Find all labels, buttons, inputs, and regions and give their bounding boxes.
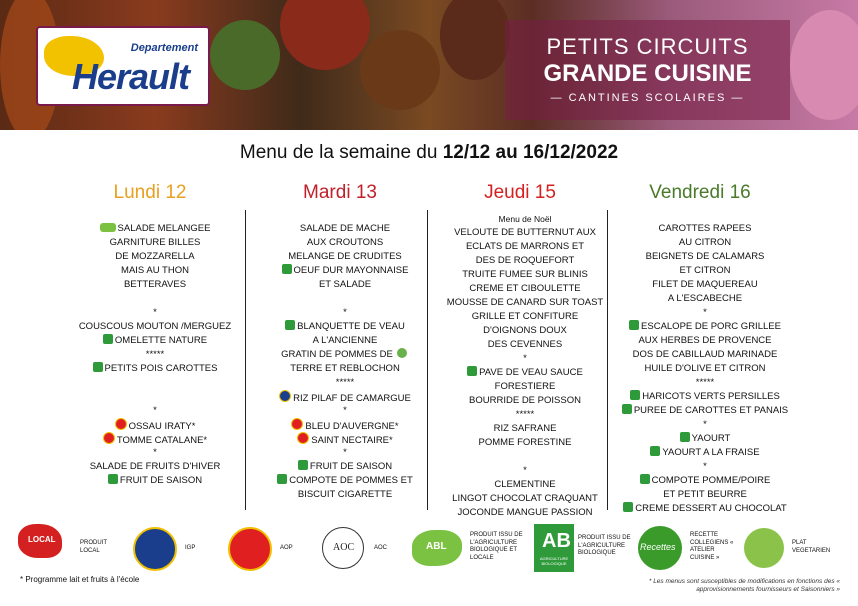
menu-line bbox=[240, 404, 450, 418]
recettes-badge-text: Recettes bbox=[640, 542, 676, 552]
ab-label-icon bbox=[623, 502, 633, 512]
menu-line-text: DES DE ROQUEFORT bbox=[475, 255, 575, 266]
menu-line bbox=[50, 418, 260, 432]
vegetable-decoration bbox=[210, 20, 280, 90]
vegetarian-icon bbox=[397, 348, 407, 358]
menu-line bbox=[420, 226, 630, 240]
menu-line bbox=[240, 488, 450, 502]
legend-vegetarian: PLAT VEGETARIEN bbox=[792, 540, 831, 554]
menu-line-text: COMPOTE POMME/POIRE bbox=[651, 475, 771, 486]
igp-label-icon bbox=[279, 390, 291, 402]
menu-line-text: CREME ET CIBOULETTE bbox=[469, 283, 581, 294]
menu-line-text: * bbox=[703, 419, 707, 430]
menu-line bbox=[600, 306, 810, 320]
abl-badge-text: ABL bbox=[426, 541, 447, 552]
menu-line bbox=[240, 278, 450, 292]
menu-line bbox=[600, 418, 810, 432]
menu-line-text: SALADE DE FRUITS D'HIVER bbox=[89, 461, 221, 472]
menu-line-text: FORESTIERE bbox=[494, 381, 556, 392]
menu-line bbox=[420, 324, 630, 338]
menu-line bbox=[50, 278, 260, 292]
day-menu bbox=[50, 222, 260, 488]
menu-line-text: ***** bbox=[695, 377, 715, 388]
vegetable-decoration bbox=[440, 0, 510, 80]
footer-note-changes: * Les menus sont susceptibles de modifications en fonctions des « approvisionnements fournisseurs et Saisonniers » bbox=[648, 578, 840, 593]
menu-line bbox=[50, 446, 260, 460]
menu-line-text: ET PETIT BEURRE bbox=[663, 489, 747, 500]
menu-line-text: * bbox=[153, 447, 157, 458]
menu-line bbox=[600, 236, 810, 250]
menu-line-text: OSSAU IRATY* bbox=[128, 421, 196, 432]
menu-line-text: FILET DE MAQUEREAU bbox=[652, 279, 758, 290]
ab-icon bbox=[534, 524, 574, 572]
aop-label-icon bbox=[115, 418, 127, 430]
title-box bbox=[505, 20, 790, 120]
menu-line-text: * bbox=[343, 447, 347, 458]
menu-line-text: RIZ PILAF DE CAMARGUE bbox=[293, 393, 411, 404]
menu-line bbox=[50, 236, 260, 250]
menu-line-text: AUX HERBES DE PROVENCE bbox=[638, 335, 772, 346]
menu-line bbox=[420, 268, 630, 282]
menu-line-text: MELANGE DE CRUDITES bbox=[288, 251, 402, 262]
ab-label-icon bbox=[108, 474, 118, 484]
menu-line-text: A L'ANCIENNE bbox=[312, 335, 378, 346]
menu-line bbox=[420, 436, 630, 450]
menu-line bbox=[240, 390, 450, 404]
menu-line bbox=[420, 338, 630, 352]
menu-line-text: * bbox=[343, 405, 347, 416]
menu-line bbox=[240, 362, 450, 376]
menu-line bbox=[600, 446, 810, 460]
menu-line-text: SALADE DE MACHE bbox=[299, 223, 391, 234]
menu-line-text: OMELETTE NATURE bbox=[114, 335, 208, 346]
menu-line-text: OEUF DUR MAYONNAISE bbox=[293, 265, 409, 276]
menu-line bbox=[600, 390, 810, 404]
menu-line bbox=[50, 264, 260, 278]
menu-line bbox=[600, 222, 810, 236]
local-icon bbox=[18, 524, 62, 558]
logo-top-text: Departement bbox=[130, 42, 198, 54]
menu-line-text: * bbox=[703, 461, 707, 472]
menu-line-text: AUX CROUTONS bbox=[306, 237, 384, 248]
menu-line-text: BISCUIT CIGARETTE bbox=[297, 489, 393, 500]
menu-line-text: PETITS POIS CAROTTES bbox=[104, 363, 218, 374]
recettes-icon bbox=[638, 526, 682, 570]
legend-aoc: AOC bbox=[374, 545, 388, 551]
menu-line bbox=[240, 446, 450, 460]
legend-igp: IGP bbox=[185, 545, 196, 551]
legend-recettes: RECETTE COLLEGIENS « ATELIER CUISINE » bbox=[690, 532, 734, 561]
menu-line-text: YAOURT A LA FRAISE bbox=[662, 447, 760, 458]
menu-line-text: BETTERAVES bbox=[123, 279, 187, 290]
aop-label-icon bbox=[291, 418, 303, 430]
menu-line bbox=[600, 376, 810, 390]
menu-line bbox=[600, 404, 810, 418]
menu-line-text: YAOURT bbox=[691, 433, 731, 444]
ab-label-icon bbox=[622, 404, 632, 414]
menu-line bbox=[600, 502, 810, 516]
menu-line bbox=[50, 404, 260, 418]
menu-line-text: COUSCOUS MOUTON /MERGUEZ bbox=[78, 321, 232, 332]
menu-line-text: * bbox=[153, 307, 157, 318]
title-line-2: GRANDE CUISINE bbox=[543, 60, 752, 87]
menu-line-text: TOMME CATALANE* bbox=[116, 435, 208, 446]
vegetable-decoration bbox=[280, 0, 370, 70]
menu-line-text: GARNITURE BILLES bbox=[109, 237, 201, 248]
menu-line bbox=[240, 474, 450, 488]
local-badge-text: LOCAL bbox=[28, 535, 56, 544]
menu-line-text: JOCONDE MANGUE PASSION bbox=[457, 507, 593, 518]
menu-line bbox=[420, 478, 630, 492]
menu-line-text: HUILE D'OLIVE ET CITRON bbox=[644, 363, 766, 374]
menu-line-text: ET SALADE bbox=[318, 279, 372, 290]
menu-line bbox=[420, 240, 630, 254]
menu-line-text: ESCALOPE DE PORC GRILLEE bbox=[641, 321, 781, 332]
menu-line-text: DES CEVENNES bbox=[487, 339, 563, 350]
menu-line bbox=[600, 278, 810, 292]
abl-label-icon bbox=[100, 223, 116, 232]
menu-line-text: BLEU D'AUVERGNE* bbox=[305, 421, 399, 432]
herault-logo bbox=[36, 26, 210, 106]
menu-line bbox=[50, 306, 260, 320]
ab-label-icon bbox=[629, 320, 639, 330]
menu-line-text: * bbox=[523, 465, 527, 476]
menu-line bbox=[50, 432, 260, 446]
menu-line-text: VELOUTE DE BUTTERNUT AUX bbox=[454, 227, 596, 238]
week-title bbox=[0, 142, 858, 164]
menu-line bbox=[50, 292, 260, 306]
menu-line bbox=[420, 394, 630, 408]
legend-abl: PRODUIT ISSU DE L'AGRICULTURE BIOLOGIQUE ET LOCALE bbox=[470, 532, 523, 561]
ab-label-icon bbox=[103, 334, 113, 344]
menu-line bbox=[420, 450, 630, 464]
day-menu bbox=[420, 212, 630, 520]
vegetarian-icon bbox=[744, 528, 784, 568]
menu-line-text: BOURRIDE DE POISSON bbox=[469, 395, 581, 406]
day-heading: Vendredi 16 bbox=[649, 182, 751, 203]
menu-line-text: FRUIT DE SAISON bbox=[119, 475, 203, 486]
menu-line-text: MAIS AU THON bbox=[121, 265, 189, 276]
menu-line bbox=[600, 292, 810, 306]
menu-line bbox=[240, 236, 450, 250]
menu-line bbox=[50, 460, 260, 474]
ab-label-icon bbox=[680, 432, 690, 442]
menu-line-text: SALADE MELANGEE bbox=[117, 223, 211, 234]
header-banner bbox=[0, 0, 858, 130]
menu-line bbox=[240, 334, 450, 348]
logo-main-text: Herault bbox=[72, 56, 190, 97]
menu-line-text: GRATIN DE POMMES DE bbox=[281, 349, 393, 360]
menu-line-text: FRUIT DE SAISON bbox=[309, 461, 393, 472]
menu-line-text: CAROTTES RAPEES bbox=[658, 223, 752, 234]
menu-line-text: DE MOZZARELLA bbox=[115, 251, 195, 262]
week-prefix: Menu de la semaine du bbox=[239, 142, 443, 163]
menu-line-text: HARICOTS VERTS PERSILLES bbox=[642, 391, 780, 402]
aop-label-icon bbox=[297, 432, 309, 444]
title-line-3: — CANTINES SCOLAIRES — bbox=[550, 92, 745, 104]
menu-line bbox=[420, 492, 630, 506]
menu-line bbox=[420, 310, 630, 324]
menu-line bbox=[240, 320, 450, 334]
week-range: 12/12 au 16/12/2022 bbox=[442, 142, 619, 163]
menu-line bbox=[50, 348, 260, 362]
ab-badge-subtext: AGRICULTURE BIOLOGIQUE bbox=[539, 556, 569, 566]
menu-line-text: * bbox=[153, 405, 157, 416]
menu-line bbox=[600, 250, 810, 264]
aop-label-icon bbox=[103, 432, 115, 444]
menu-line-text: ET CITRON bbox=[679, 265, 731, 276]
menu-line bbox=[420, 380, 630, 394]
aop-icon bbox=[228, 527, 272, 571]
menu-line bbox=[420, 506, 630, 520]
menu-line bbox=[420, 212, 630, 226]
vegetable-decoration bbox=[790, 10, 858, 120]
menu-line-text: Menu de Noël bbox=[498, 214, 552, 224]
ab-label-icon bbox=[298, 460, 308, 470]
footer-note-milk: * Programme lait et fruits à l'école bbox=[20, 575, 140, 584]
ab-label-icon bbox=[277, 474, 287, 484]
day-menu bbox=[240, 222, 450, 502]
day-heading: Mardi 13 bbox=[303, 182, 377, 203]
menu-line bbox=[50, 474, 260, 488]
menu-line-text: DOS DE CABILLAUD MARINADE bbox=[632, 349, 778, 360]
menu-line bbox=[240, 292, 450, 306]
legend-ab: PRODUIT ISSU DE L'AGRICULTURE BIOLOGIQUE bbox=[578, 535, 631, 556]
menu-line-text: BLANQUETTE DE VEAU bbox=[297, 321, 405, 332]
menu-line-text: TRUITE FUMEE SUR BLINIS bbox=[462, 269, 588, 280]
legend-aop: AOP bbox=[280, 545, 293, 551]
title-line-1: PETITS CIRCUITS bbox=[546, 34, 749, 59]
menu-line bbox=[240, 306, 450, 320]
menu-line bbox=[240, 222, 450, 236]
menu-line-text: COMPOTE DE POMMES ET bbox=[289, 475, 413, 486]
menu-line bbox=[600, 488, 810, 502]
menu-line-text: ***** bbox=[515, 409, 535, 420]
menu-line bbox=[50, 390, 260, 404]
menu-line bbox=[600, 432, 810, 446]
menu-line bbox=[240, 460, 450, 474]
menu-line-text: MOUSSE DE CANARD SUR TOAST bbox=[446, 297, 604, 308]
menu-line bbox=[600, 474, 810, 488]
menu-line bbox=[600, 334, 810, 348]
menu-line-text: * bbox=[343, 307, 347, 318]
menu-line-text: A L'ESCABECHE bbox=[667, 293, 743, 304]
menu-line-text: CREME DESSERT AU CHOCOLAT bbox=[635, 503, 787, 514]
menu-line bbox=[420, 464, 630, 478]
menu-line bbox=[240, 376, 450, 390]
ab-label-icon bbox=[282, 264, 292, 274]
menu-line-text: POMME FORESTINE bbox=[478, 437, 572, 448]
menu-line bbox=[240, 250, 450, 264]
menu-line bbox=[50, 222, 260, 236]
menu-line bbox=[600, 264, 810, 278]
menu-line bbox=[50, 250, 260, 264]
aoc-icon bbox=[322, 527, 364, 569]
menu-line-text: SAINT NECTAIRE* bbox=[311, 435, 393, 446]
menu-line bbox=[420, 282, 630, 296]
day-heading: Jeudi 15 bbox=[484, 182, 556, 203]
menu-line-text: * bbox=[523, 353, 527, 364]
menu-line bbox=[420, 352, 630, 366]
menu-line bbox=[50, 320, 260, 334]
menu-line bbox=[600, 460, 810, 474]
menu-line bbox=[240, 432, 450, 446]
ab-label-icon bbox=[640, 474, 650, 484]
menu-line bbox=[50, 334, 260, 348]
menu-line bbox=[420, 408, 630, 422]
menu-line-text: AU CITRON bbox=[678, 237, 732, 248]
menu-line bbox=[240, 348, 450, 362]
ab-badge-text: AB bbox=[542, 530, 571, 552]
ab-label-icon bbox=[650, 446, 660, 456]
ab-label-icon bbox=[467, 366, 477, 376]
menu-line bbox=[420, 366, 630, 380]
ab-label-icon bbox=[285, 320, 295, 330]
vegetable-decoration bbox=[360, 30, 440, 110]
ab-label-icon bbox=[630, 390, 640, 400]
menu-line-text: RIZ SAFRANE bbox=[493, 423, 557, 434]
menu-line bbox=[50, 362, 260, 376]
menu-line-text: ***** bbox=[335, 377, 355, 388]
menu-line-text: LINGOT CHOCOLAT CRAQUANT bbox=[452, 493, 598, 504]
legend-local: PRODUIT LOCAL bbox=[80, 540, 107, 554]
menu-line bbox=[420, 422, 630, 436]
menu-line bbox=[50, 376, 260, 390]
menu-line-text: BEIGNETS DE CALAMARS bbox=[645, 251, 765, 262]
menu-line-text: ***** bbox=[145, 349, 165, 360]
menu-line-text: GRILLE ET CONFITURE bbox=[471, 311, 579, 322]
menu-line bbox=[420, 254, 630, 268]
aoc-badge-text: AOC bbox=[333, 542, 355, 553]
igp-icon bbox=[133, 527, 177, 571]
menu-line-text: PAVE DE VEAU SAUCE bbox=[479, 367, 583, 378]
menu-line-text: TERRE ET REBLOCHON bbox=[290, 363, 400, 374]
menu-line-text: PUREE DE CAROTTES ET PANAIS bbox=[633, 405, 789, 416]
menu-line bbox=[600, 362, 810, 376]
menu-line-text: * bbox=[703, 307, 707, 318]
day-menu bbox=[600, 222, 810, 516]
menu-line-text: CLEMENTINE bbox=[494, 479, 556, 490]
menu-line bbox=[600, 320, 810, 334]
menu-line-text: ECLATS DE MARRONS ET bbox=[465, 241, 585, 252]
menu-line bbox=[240, 418, 450, 432]
menu-line bbox=[240, 264, 450, 278]
ab-label-icon bbox=[93, 362, 103, 372]
menu-line bbox=[420, 296, 630, 310]
menu-line-text: D'OIGNONS DOUX bbox=[483, 325, 567, 336]
day-heading: Lundi 12 bbox=[113, 182, 187, 203]
menu-line bbox=[600, 348, 810, 362]
abl-icon bbox=[412, 530, 462, 566]
